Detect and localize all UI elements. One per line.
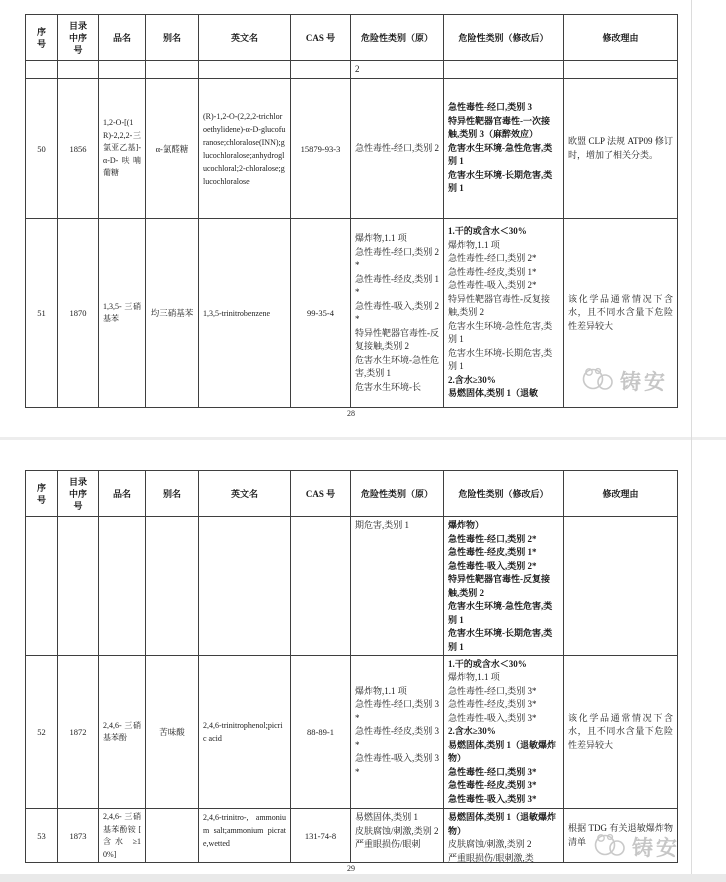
column-header: 品名 [99, 471, 146, 517]
page-number: 28 [347, 409, 355, 418]
table-cell: 51 [26, 219, 58, 408]
table-cell: 2,4,6-trinitrophenol;picric acid [199, 656, 291, 809]
table-cell: α-氯醛糖 [146, 79, 199, 219]
table-row [26, 79, 678, 219]
table-cell [146, 517, 199, 656]
watermark-text: 铸安 [632, 835, 680, 860]
table-cell [444, 61, 564, 79]
table-cell: (R)-1,2-O-(2,2,2-trichloroethylidene)-α-D-glucofuranose;chloralose(INN);glucochloralose;anhydroglucochloral;2-chloralose;glucochloralose [199, 79, 291, 219]
column-header: 序号 [26, 471, 58, 517]
table-cell [291, 517, 351, 656]
table-row [26, 219, 678, 408]
table-cell: 该化学品通常情况下含水，且不同水含量下危险性差异较大 [564, 219, 678, 408]
catalog-table-page-29 [25, 470, 678, 863]
table-cell: 88-89-1 [291, 656, 351, 809]
table-cell: 根据 TDG 有关退敏爆炸物清单 [564, 809, 678, 863]
table-row [26, 61, 678, 79]
column-header: 英文名 [199, 471, 291, 517]
table-cell: 急性毒性-经口,类别 3 特异性靶器官毒性-一次接触,类别 3（麻醉效应） 危害水生环境-急性危害,类别 1 危害水生环境-长期危害,类别 1 [444, 79, 564, 219]
column-header: 序号 [26, 15, 58, 61]
column-header: 危险性类别（修改后） [444, 471, 564, 517]
table-cell: 易燃固体,类别 1 皮肤腐蚀/刺激,类别 2 严重眼损伤/眼刺 [351, 809, 444, 863]
table-cell: 爆炸物,1.1 项 急性毒性-经口,类别 2* 急性毒性-经皮,类别 1* 急性毒性-吸入,类别 2* 特异性靶器官毒性-反复接触,类别 2 危害水生环境-急性危害,类别 1 危害水生环境-长 [351, 219, 444, 408]
table-cell: 欧盟 CLP 法规 ATP09 修订时，增加了相关分类。 [564, 79, 678, 219]
column-header: 危险性类别（修改后） [444, 15, 564, 61]
column-header: 危险性类别（原） [351, 471, 444, 517]
table-cell [199, 61, 291, 79]
table-cell [99, 517, 146, 656]
table-cell: 1870 [58, 219, 99, 408]
column-header: 品名 [99, 15, 146, 61]
table-cell: 131-74-8 [291, 809, 351, 863]
table-cell [146, 809, 199, 863]
table-cell: 苦味酸 [146, 656, 199, 809]
table-cell: 2,4,6- 三硝基苯酚铵 [ 含水 ≥10%] [99, 809, 146, 863]
page-edge-line [691, 0, 692, 874]
table-row [26, 656, 678, 809]
table-cell: 1873 [58, 809, 99, 863]
table-cell [564, 61, 678, 79]
page-number: 29 [347, 864, 355, 873]
table-cell: 52 [26, 656, 58, 809]
column-header: CAS 号 [291, 15, 351, 61]
table-cell [26, 517, 58, 656]
table-cell: 1856 [58, 79, 99, 219]
table-cell: 1,2-O-[(1R)-2,2,2-三氯亚乙基]-α-D-呋喃葡糖 [99, 79, 146, 219]
column-header: 修改理由 [564, 15, 678, 61]
table-cell: 99-35-4 [291, 219, 351, 408]
table-cell: 均三硝基苯 [146, 219, 199, 408]
table-cell: 53 [26, 809, 58, 863]
header-row [26, 15, 678, 61]
table-cell [26, 61, 58, 79]
page-separator [0, 437, 726, 440]
table-cell: 2,4,6-trinitro-, ammonium salt;ammonium picrate,wetted [199, 809, 291, 863]
table-cell: 1.干的或含水＜30% 爆炸物,1.1 项 急性毒性-经口,类别 2* 急性毒性-经皮,类别 1* 急性毒性-吸入,类别 2* 特异性靶器官毒性-反复接触,类别 2 危害水生环境-急性危害,类别 1 危害水生环境-长期危害,类别 1 2.含水≥30% 易燃固体,类别 1（退敏 [444, 219, 564, 408]
table-cell: 1.干的或含水＜30% 爆炸物,1.1 项 急性毒性-经口,类别 3* 急性毒性-经皮,类别 3* 急性毒性-吸入,类别 3* 2.含水≥30% 易燃固体,类别 1（退敏爆炸物） 急性毒性-经口,类别 3* 急性毒性-经皮,类别 3* 急性毒性-吸入,类别 3* [444, 656, 564, 809]
column-header: 别名 [146, 471, 199, 517]
table-cell: 易燃固体,类别 1（退敏爆炸物） 皮肤腐蚀/刺激,类别 2 严重眼损伤/眼刺激,类 [444, 809, 564, 863]
catalog-table-page-28 [25, 14, 678, 408]
table-cell [58, 61, 99, 79]
table-cell [146, 61, 199, 79]
table-cell: 2,4,6- 三硝基苯酚 [99, 656, 146, 809]
column-header: 目录中序号 [58, 15, 99, 61]
table-cell [58, 517, 99, 656]
table-cell: 1,3,5- 三硝基苯 [99, 219, 146, 408]
column-header: 目录中序号 [58, 471, 99, 517]
table-cell [99, 61, 146, 79]
column-header: CAS 号 [291, 471, 351, 517]
page-28 [25, 14, 678, 408]
table-cell: 爆炸物,1.1 项 急性毒性-经口,类别 3* 急性毒性-经皮,类别 3* 急性毒性-吸入,类别 3* [351, 656, 444, 809]
table-cell: 2 [351, 61, 444, 79]
column-header: 英文名 [199, 15, 291, 61]
column-header: 危险性类别（原） [351, 15, 444, 61]
watermark-text: 铸安 [620, 369, 668, 394]
table-cell: 期危害,类别 1 [351, 517, 444, 656]
table-row [26, 517, 678, 656]
table-cell: 1872 [58, 656, 99, 809]
table-row [26, 809, 678, 863]
header-row [26, 471, 678, 517]
table-cell: 1,3,5-trinitrobenzene [199, 219, 291, 408]
table-cell: 爆炸物） 急性毒性-经口,类别 2* 急性毒性-经皮,类别 1* 急性毒性-吸入,类别 2* 特异性靶器官毒性-反复接触,类别 2 危害水生环境-急性危害,类别 1 危害水生环境-长期危害,类别 1 [444, 517, 564, 656]
table-cell: 15879-93-3 [291, 79, 351, 219]
page-bottom-strip [0, 874, 726, 882]
table-cell [564, 517, 678, 656]
table-cell [291, 61, 351, 79]
table-cell: 急性毒性-经口,类别 2 [351, 79, 444, 219]
page-29 [25, 470, 678, 863]
column-header: 修改理由 [564, 471, 678, 517]
table-cell: 50 [26, 79, 58, 219]
column-header: 别名 [146, 15, 199, 61]
table-cell [199, 517, 291, 656]
table-cell: 该化学品通常情况下含水，且不同水含量下危险性差异较大 [564, 656, 678, 809]
